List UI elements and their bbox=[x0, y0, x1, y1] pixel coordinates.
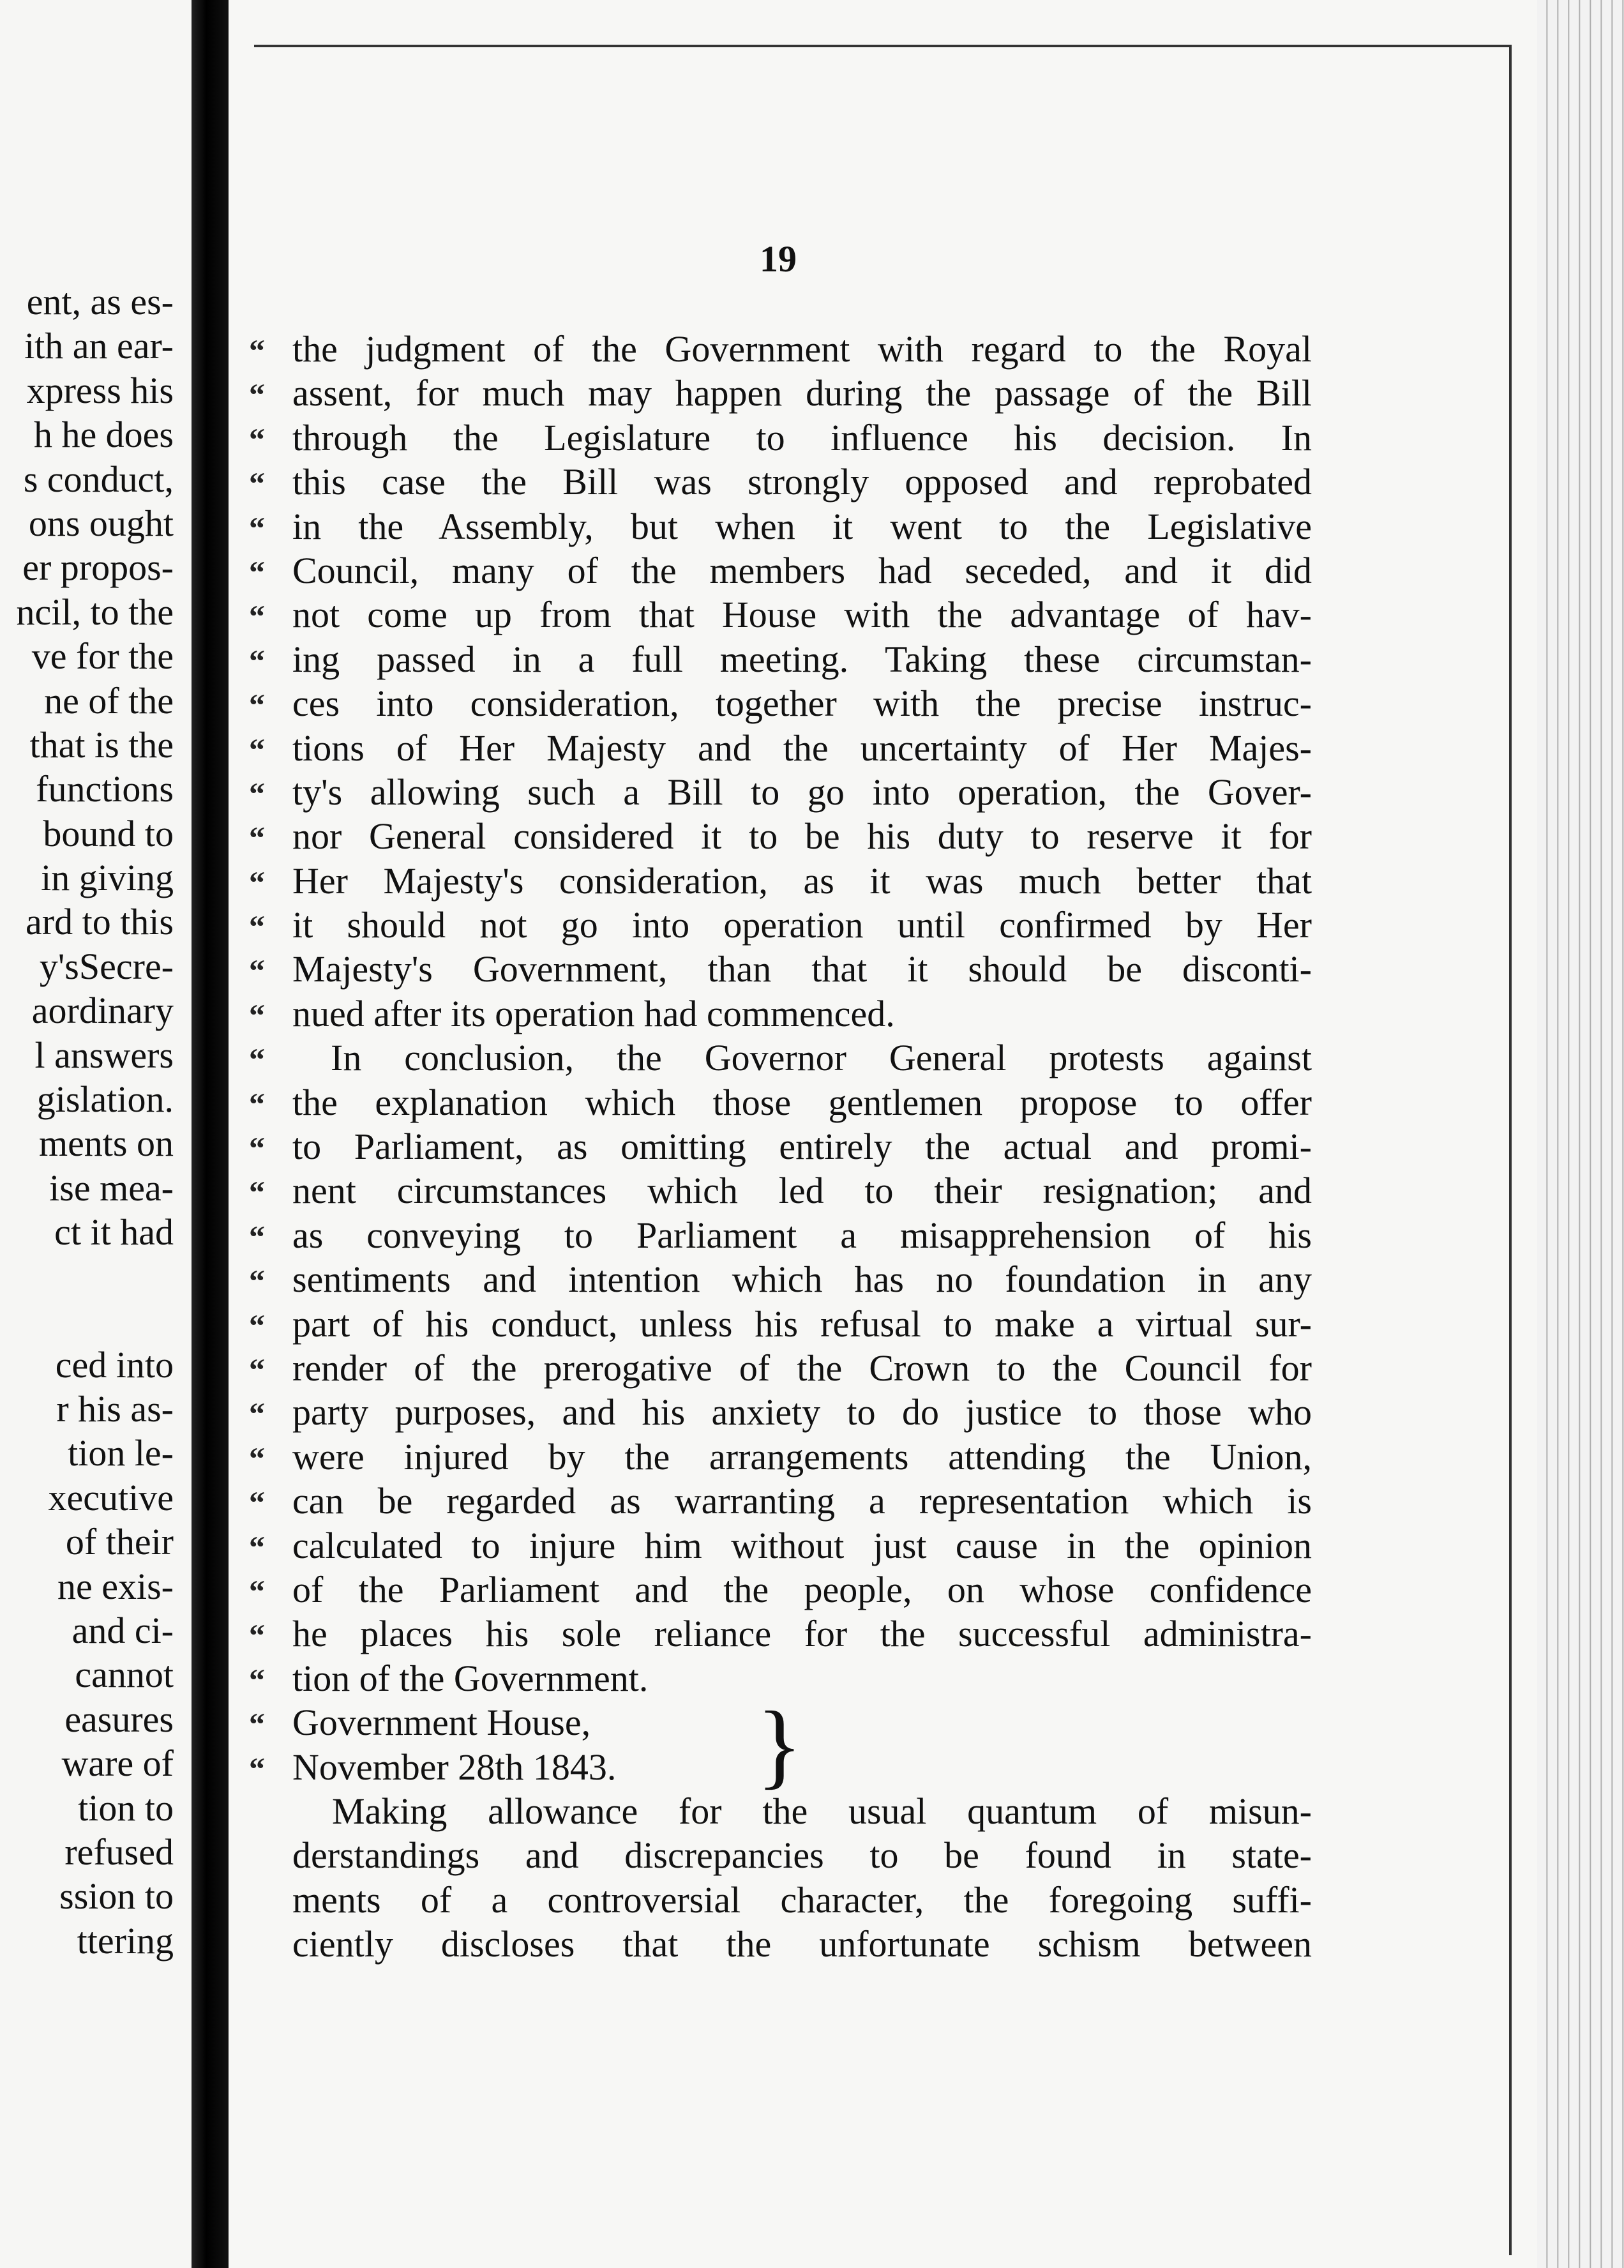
line-text: assent, for much may happen during the passage of the Bill bbox=[292, 372, 1312, 414]
text-line bbox=[249, 1302, 1312, 1346]
text-line bbox=[249, 1124, 1312, 1168]
text-line bbox=[249, 548, 1312, 593]
facing-page bbox=[0, 0, 192, 2268]
line-text: Council, many of the members had seceded, and it did bbox=[292, 549, 1312, 591]
quote-mark: “ bbox=[249, 864, 265, 900]
facing-page-line bbox=[0, 1255, 174, 1343]
facing-page-line: in giving bbox=[41, 857, 174, 899]
line-text: nent circumstances which led to their resignation; and bbox=[292, 1170, 1312, 1212]
facing-page-line: ve for the bbox=[31, 635, 174, 677]
line-text: were injured by the arrangements attending the Union, bbox=[292, 1435, 1312, 1478]
quote-mark: “ bbox=[249, 909, 265, 945]
line-text: this case the Bill was strongly opposed and reprobated bbox=[292, 461, 1312, 503]
quote-mark: “ bbox=[249, 1218, 265, 1255]
text-line bbox=[249, 1213, 1312, 1257]
text-line bbox=[249, 1479, 1312, 1523]
line-text: ty's allowing such a Bill to go into operation, the Gover- bbox=[292, 771, 1312, 813]
quote-mark: “ bbox=[249, 1041, 265, 1078]
quote-mark: “ bbox=[249, 1617, 265, 1654]
page-edges bbox=[1537, 0, 1624, 2268]
text-line bbox=[249, 637, 1312, 681]
facing-page-line: xpress his bbox=[26, 369, 174, 411]
quote-mark: “ bbox=[249, 421, 265, 457]
line-text: the judgment of the Government with regard to the Royal bbox=[292, 328, 1312, 370]
text-line bbox=[249, 416, 1312, 460]
quote-mark: “ bbox=[249, 1573, 265, 1609]
facing-page-line: ith an ear- bbox=[24, 325, 174, 367]
line-text: In conclusion, the Governor General protests against bbox=[331, 1037, 1312, 1079]
facing-page-line: bound to bbox=[43, 812, 174, 854]
text-line bbox=[249, 327, 1312, 371]
line-text: nued after its operation had commenced. bbox=[292, 992, 895, 1034]
facing-page-line: ard to this bbox=[26, 901, 174, 943]
facing-page-line: ons ought bbox=[28, 502, 174, 544]
facing-page-line: gislation. bbox=[36, 1078, 174, 1121]
line-text: sentiments and intention which has no foundation in any bbox=[292, 1259, 1312, 1301]
text-line bbox=[249, 947, 1312, 991]
quote-mark: “ bbox=[249, 554, 265, 590]
quote-mark: “ bbox=[249, 820, 265, 856]
facing-page-line: of their bbox=[65, 1521, 174, 1563]
text-line bbox=[249, 593, 1312, 637]
quote-mark: “ bbox=[249, 1085, 265, 1122]
text-line bbox=[249, 770, 1312, 814]
line-text: Making allowance for the usual quantum of misun- bbox=[332, 1790, 1312, 1832]
text-line bbox=[249, 460, 1312, 504]
line-text: not come up from that House with the advantage of hav- bbox=[292, 594, 1312, 636]
signature-place-text: Government House, bbox=[292, 1702, 591, 1744]
book-gutter bbox=[192, 0, 229, 2268]
line-text: ces into consideration, together with the precise instruc- bbox=[292, 683, 1312, 725]
text-line bbox=[249, 1168, 1312, 1213]
line-text: to Parliament, as omitting entirely the actual and promi- bbox=[292, 1126, 1312, 1168]
quote-mark: “ bbox=[249, 687, 265, 723]
quote-mark: “ bbox=[249, 1529, 265, 1565]
page-number: 19 bbox=[760, 238, 797, 280]
facing-page-line: ncil, to the bbox=[16, 591, 174, 633]
quote-mark: “ bbox=[249, 642, 265, 679]
line-text: it should not go into operation until confirmed by Her bbox=[292, 904, 1312, 946]
facing-page-line: ssion to bbox=[59, 1875, 174, 1917]
line-text: derstandings and discrepancies to be found in state- bbox=[292, 1834, 1312, 1877]
line-text: ing passed in a full meeting. Taking these circumstan- bbox=[292, 638, 1312, 680]
quote-mark: “ bbox=[249, 1263, 265, 1299]
quote-mark: “ bbox=[249, 953, 265, 989]
signature-block bbox=[249, 1692, 1312, 1799]
text-line bbox=[249, 992, 1312, 1036]
facing-page-line: aordinary bbox=[31, 990, 174, 1032]
facing-page-line: ct it had bbox=[54, 1211, 174, 1253]
closing-paragraph bbox=[249, 1789, 1312, 1967]
facing-page-line: tion to bbox=[78, 1787, 174, 1829]
facing-page-line: ttering bbox=[77, 1919, 174, 1962]
line-text: as conveying to Parliament a misapprehension of his bbox=[292, 1214, 1312, 1256]
facing-page-line: functions bbox=[36, 768, 174, 810]
quote-mark: “ bbox=[249, 997, 265, 1033]
line-text: of the Parliament and the people, on whose confidence bbox=[292, 1568, 1312, 1610]
facing-page-line: r his as- bbox=[56, 1387, 174, 1430]
text-line bbox=[249, 859, 1312, 903]
facing-page-line: ne exis- bbox=[57, 1565, 174, 1607]
text-line bbox=[249, 1346, 1312, 1390]
quote-mark: “ bbox=[249, 1440, 265, 1476]
facing-page-line: l answers bbox=[34, 1034, 174, 1076]
text-line bbox=[249, 1435, 1312, 1479]
quote-mark: “ bbox=[249, 465, 265, 502]
text-line bbox=[249, 903, 1312, 947]
text-line bbox=[249, 1523, 1312, 1568]
line-text: render of the prerogative of the Crown to the Council for bbox=[292, 1347, 1312, 1389]
line-text: he places his sole reliance for the successful administra- bbox=[292, 1613, 1312, 1655]
quote-mark: “ bbox=[249, 377, 265, 413]
text-line bbox=[249, 1922, 1312, 1966]
text-line bbox=[249, 1080, 1312, 1124]
facing-page-line: easures bbox=[64, 1698, 174, 1740]
facing-page-line: that is the bbox=[29, 723, 174, 766]
text-line bbox=[249, 504, 1312, 548]
line-text: nor General considered it to be his duty to reserve it for bbox=[292, 815, 1312, 858]
quote-mark: “ bbox=[249, 1130, 265, 1167]
facing-page-text bbox=[0, 280, 174, 1963]
text-line bbox=[249, 1612, 1312, 1656]
text-line bbox=[249, 371, 1312, 415]
quote-mark: “ bbox=[249, 1307, 265, 1343]
body-text bbox=[249, 327, 1312, 1966]
facing-page-line: ent, as es- bbox=[26, 281, 174, 322]
facing-page-line: er propos- bbox=[22, 547, 174, 589]
facing-page-line: refused bbox=[64, 1831, 174, 1873]
facing-page-line: s conduct, bbox=[23, 458, 174, 500]
quote-mark: “ bbox=[249, 510, 265, 546]
line-text: the explanation which those gentlemen propose to offer bbox=[292, 1081, 1312, 1123]
quote-mark: “ bbox=[249, 1661, 265, 1698]
quote-mark: “ bbox=[249, 1485, 265, 1521]
quote-mark: “ bbox=[249, 1750, 265, 1787]
facing-page-line: ware of bbox=[61, 1743, 174, 1785]
facing-page-line: ise mea- bbox=[49, 1167, 174, 1209]
facing-page-line: tion le- bbox=[68, 1432, 174, 1474]
line-text: can be regarded as warranting a representation which is bbox=[292, 1480, 1312, 1522]
facing-page-line: ments on bbox=[38, 1123, 174, 1165]
line-text: in the Assembly, but when it went to the Legislative bbox=[292, 505, 1312, 547]
text-line bbox=[249, 1036, 1312, 1080]
text-line bbox=[249, 1833, 1312, 1877]
text-line bbox=[249, 1878, 1312, 1922]
line-text: ciently discloses that the unfortunate schism between bbox=[292, 1923, 1312, 1965]
quote-mark: “ bbox=[249, 775, 265, 812]
line-text: tions of Her Majesty and the uncertainty of Her Majes- bbox=[292, 727, 1312, 769]
facing-page-line: and ci- bbox=[71, 1609, 174, 1651]
text-line bbox=[249, 1257, 1312, 1301]
quote-mark: “ bbox=[249, 1351, 265, 1387]
line-text: calculated to injure him without just cause in the opinion bbox=[292, 1524, 1312, 1566]
signature-brace: } bbox=[756, 1692, 802, 1799]
facing-page-line: ne of the bbox=[44, 679, 174, 722]
text-line bbox=[249, 1568, 1312, 1612]
quote-mark: “ bbox=[249, 333, 265, 368]
signature-date-text: November 28th 1843. bbox=[292, 1746, 617, 1788]
quote-mark: “ bbox=[249, 1174, 265, 1211]
text-line bbox=[249, 726, 1312, 770]
quote-mark: “ bbox=[249, 1706, 265, 1743]
line-text: Her Majesty's consideration, as it was much better that bbox=[292, 859, 1312, 902]
line-text: Majesty's Government, than that it should be disconti- bbox=[292, 948, 1312, 990]
text-line bbox=[249, 681, 1312, 725]
line-text: tion of the Government. bbox=[292, 1657, 649, 1699]
line-text: part of his conduct, unless his refusal to make a virtual sur- bbox=[292, 1303, 1312, 1345]
quote-mark: “ bbox=[249, 598, 265, 635]
facing-page-line: y'sSecre- bbox=[39, 945, 174, 987]
line-text: party purposes, and his anxiety to do justice to those who bbox=[292, 1391, 1312, 1433]
line-text: through the Legislature to influence his decision. In bbox=[292, 416, 1312, 458]
facing-page-line: cannot bbox=[75, 1654, 174, 1696]
quote-mark: “ bbox=[249, 1396, 265, 1432]
facing-page-line: ced into bbox=[55, 1343, 174, 1386]
quote-mark: “ bbox=[249, 731, 265, 767]
facing-page-line: h he does bbox=[33, 414, 174, 456]
text-line bbox=[249, 1390, 1312, 1434]
text-line bbox=[249, 814, 1312, 858]
facing-page-line: xecutive bbox=[48, 1476, 174, 1518]
line-text: ments of a controversial character, the foregoing suffi- bbox=[292, 1879, 1312, 1921]
